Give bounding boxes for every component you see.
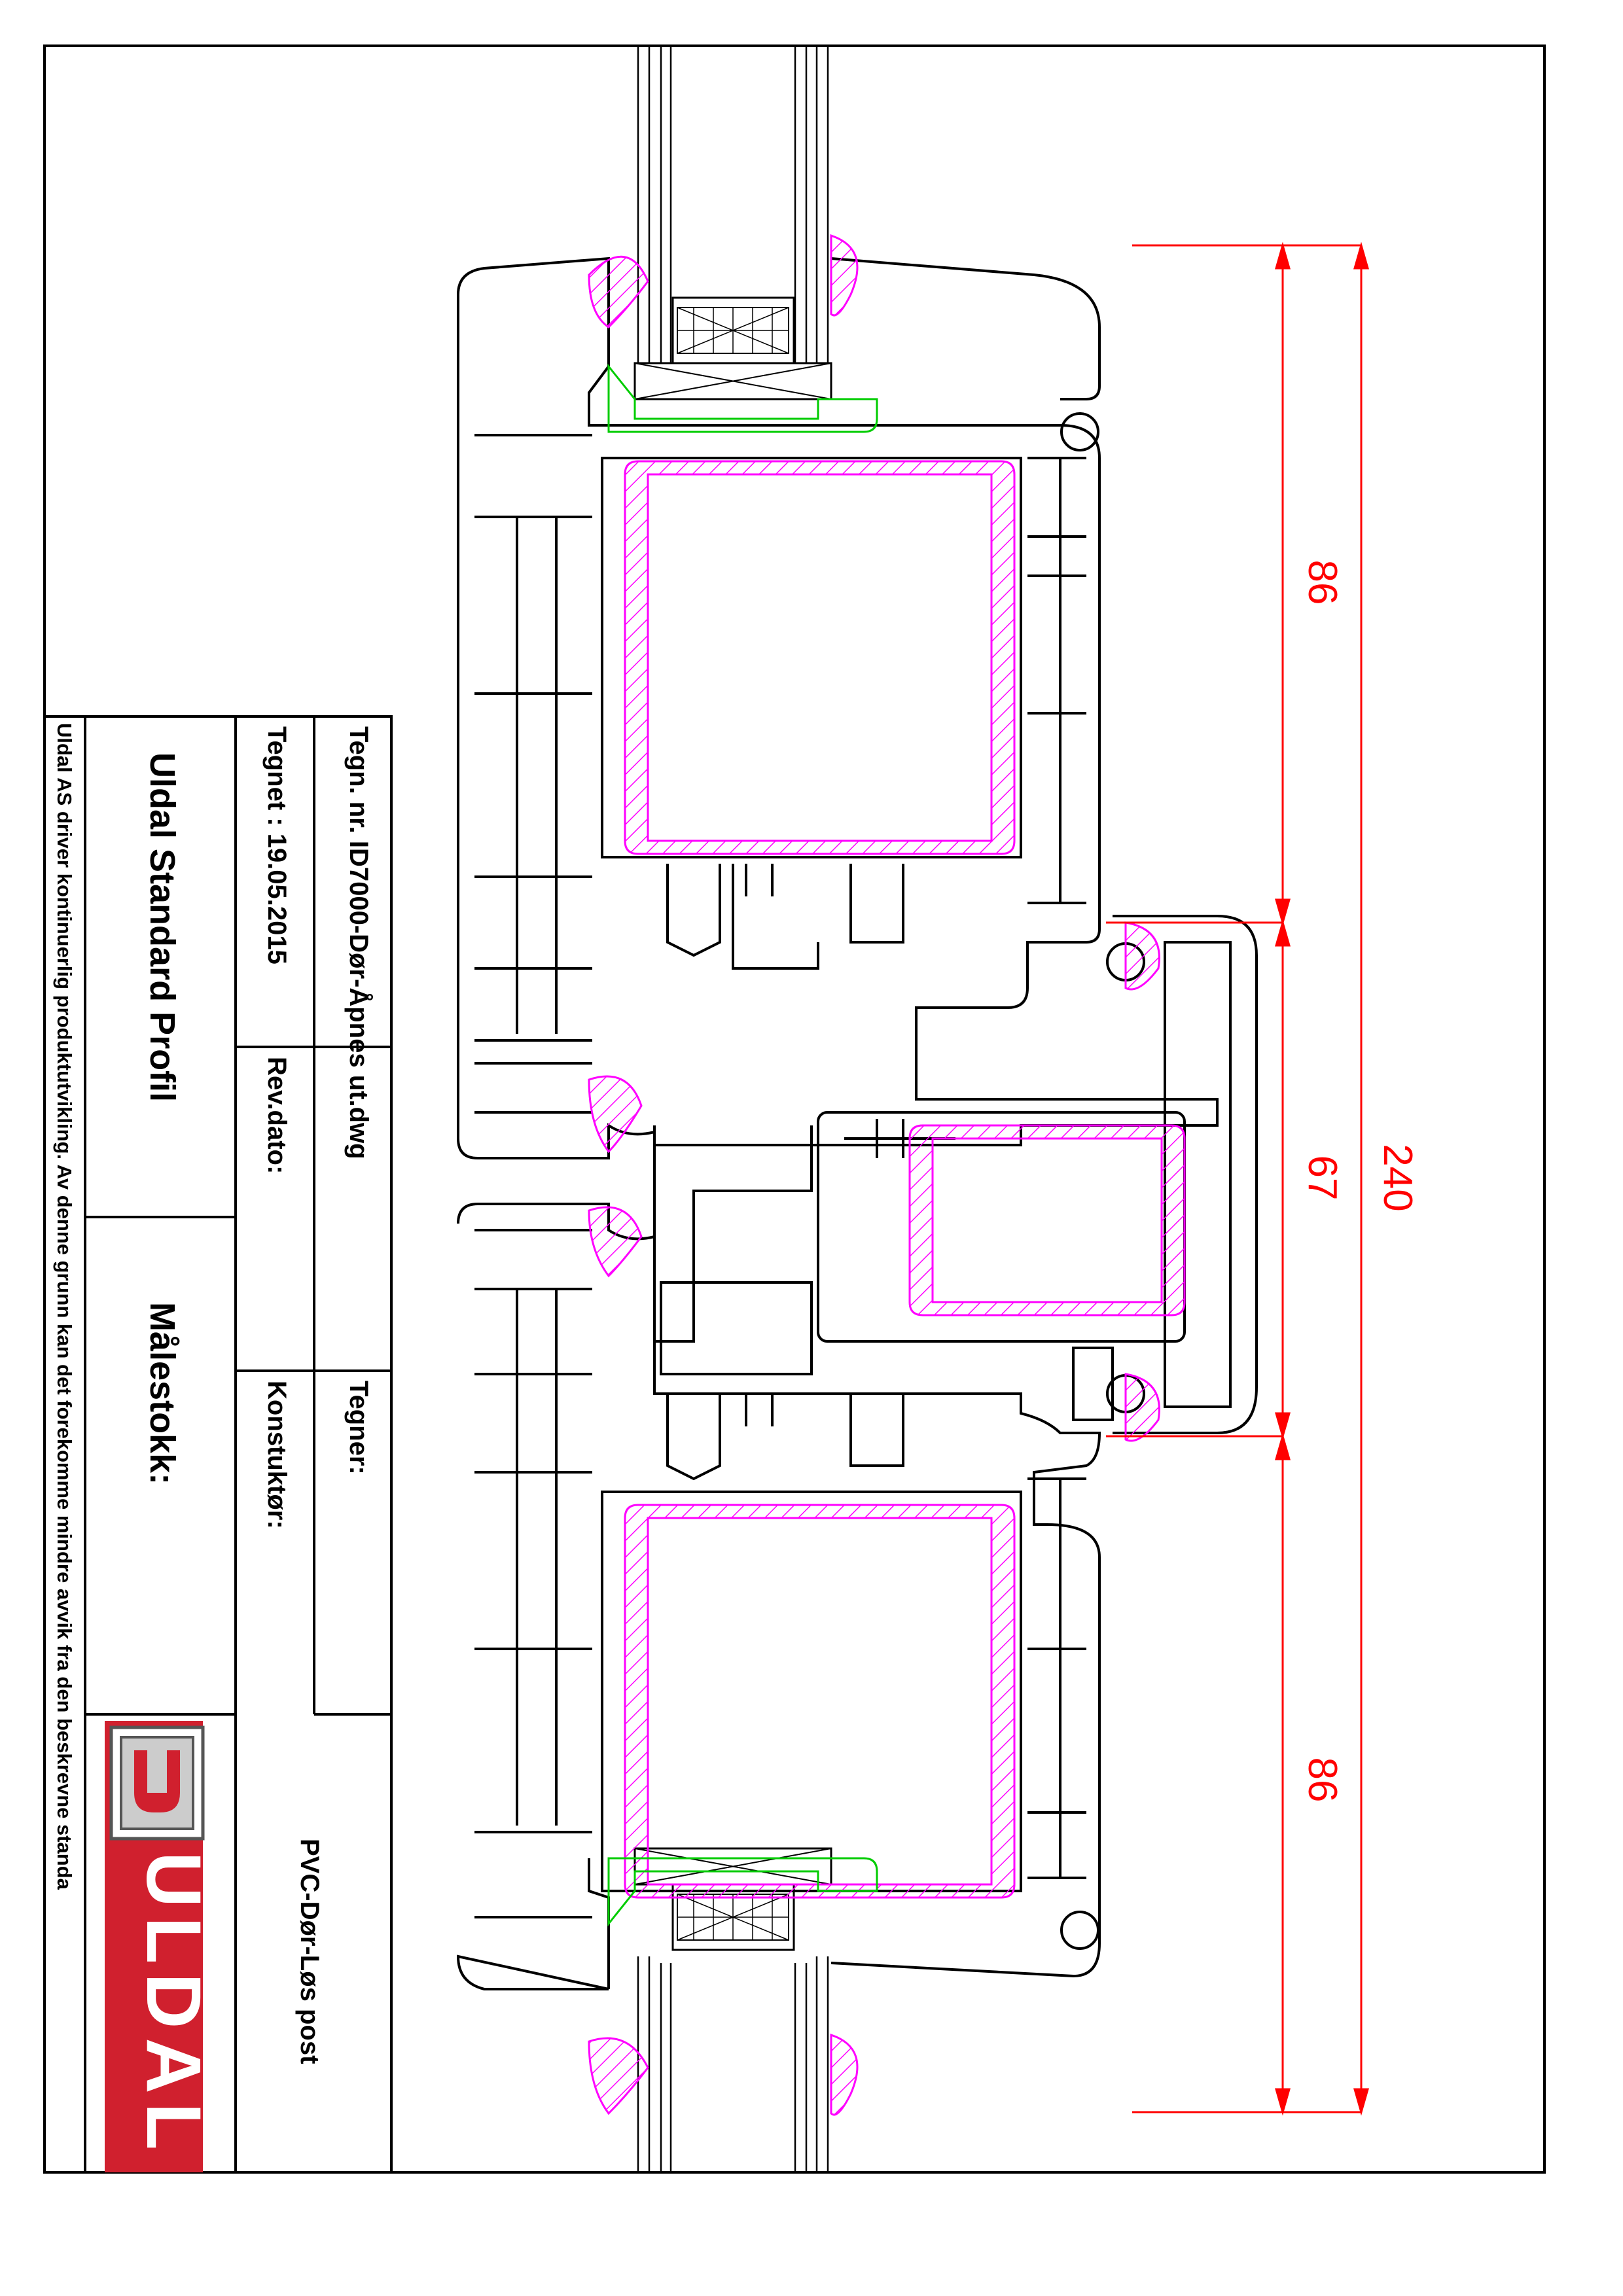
company-profile-title: Uldal Standard Profil <box>143 752 182 1103</box>
gaskets <box>589 236 1159 2115</box>
scale-label: Målestokk: <box>143 1302 182 1485</box>
glass-pane-bottom <box>638 1956 828 2172</box>
glass-spacer-bottom <box>635 1848 831 1950</box>
upper-sash-profile <box>458 258 1217 1158</box>
steel-reinforcement-upper <box>625 461 1014 854</box>
dimension-label-total: 240 <box>1375 1144 1420 1212</box>
dimension-label-top: 86 <box>1300 559 1345 605</box>
drawing-number: Tegn. nr. ID7000-Dør-Åpnes ut.dwg <box>344 726 373 1159</box>
steel-reinforcement-lower <box>625 1505 1014 1898</box>
title-block <box>45 716 391 2172</box>
disclaimer-text: Uldal AS driver kontinuerlig produktutvikling. Av denne grunn kan det forekomme mindre avvik fra den beskrevne standa <box>53 723 76 1890</box>
rev-date-label: Rev.dato: <box>262 1057 291 1174</box>
product-title: PVC-Dør-Løs post <box>295 1839 324 2064</box>
steel-reinforcement-middle <box>910 1125 1185 1315</box>
drawer-label: Tegner: <box>344 1381 373 1475</box>
uldal-logo <box>105 1721 217 2172</box>
dimension-label-middle: 67 <box>1300 1155 1345 1201</box>
glass-spacer-top <box>635 298 831 399</box>
drawn-date: Tegnet : 19.05.2015 <box>262 726 291 964</box>
dimension-label-bottom: 86 <box>1300 1757 1345 1803</box>
designer-label: Konstuktør: <box>262 1381 291 1529</box>
logo-wordmark: ULDAL <box>130 1852 217 2159</box>
